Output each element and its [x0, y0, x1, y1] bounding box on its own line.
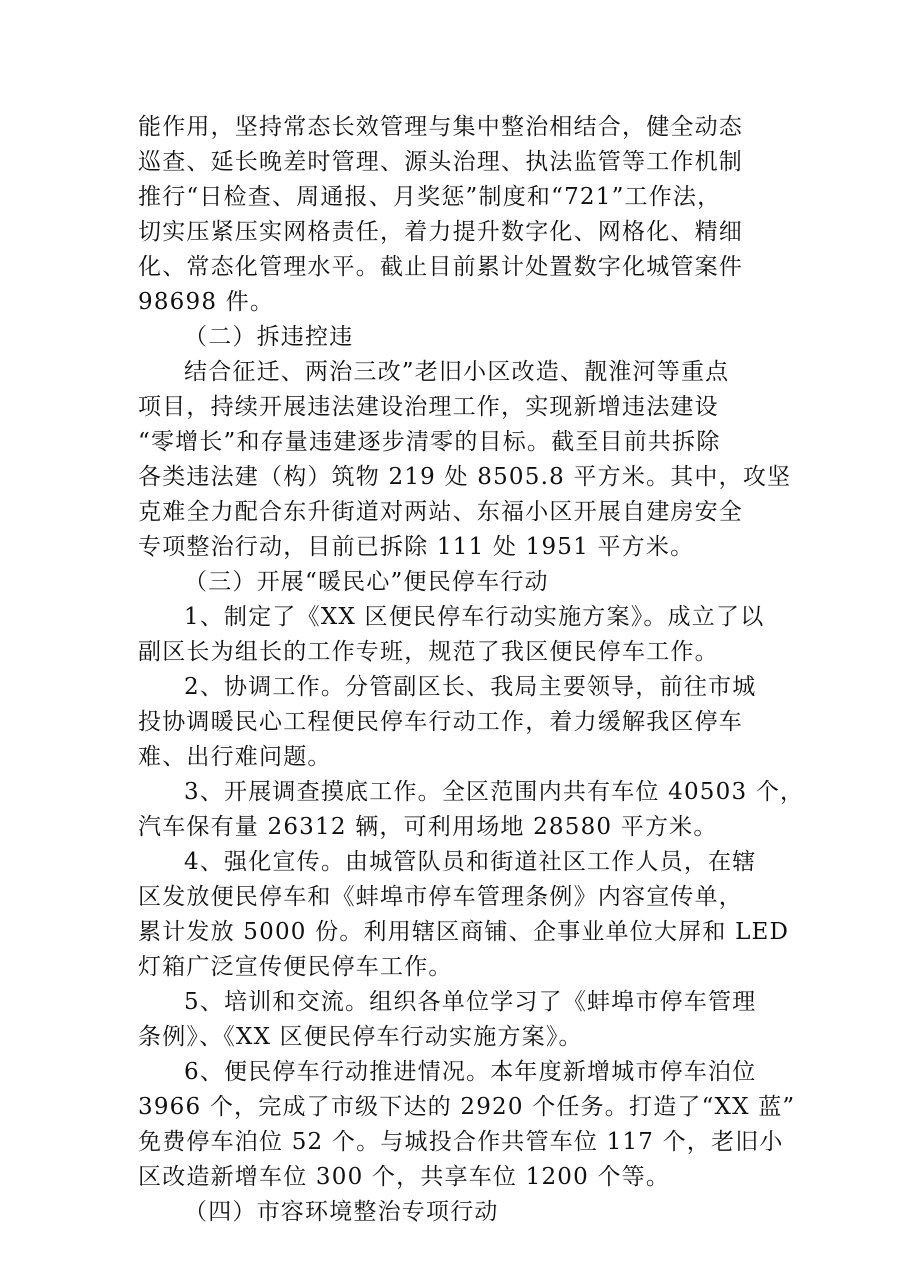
- paragraph-line: 5、培训和交流。组织各单位学习了《蚌埠市停车管理: [184, 989, 757, 1015]
- section-heading: （二）拆违控违: [184, 324, 354, 350]
- paragraph-line: 累计发放 5000 份。利用辖区商铺、企事业单位大屏和 LED: [138, 919, 790, 945]
- paragraph-line: 区改造新增车位 300 个，共享车位 1200 个等。: [138, 1164, 671, 1190]
- paragraph-line: 各类违法建（构）筑物 219 处 8505.8 平方米。其中，攻坚: [138, 464, 792, 490]
- paragraph-line: 副区长为组长的工作专班，规范了我区便民停车工作。: [138, 639, 719, 665]
- paragraph-line: 结合征迁、两治三改”老旧小区改造、靓淮河等重点: [184, 359, 730, 385]
- paragraph-line: 3966 个，完成了市级下达的 2920 个任务。打造了“XX 蓝”: [138, 1094, 796, 1120]
- document-body: [138, 110, 805, 1230]
- paragraph-line: 1、制定了《XX 区便民停车行动实施方案》。成立了以: [184, 604, 765, 630]
- section-heading: （四）市容环境整治专项行动: [184, 1199, 499, 1225]
- paragraph-line: 2、协调工作。分管副区长、我局主要领导，前往市城: [184, 674, 757, 700]
- paragraph-line: 化、常态化管理水平。截止目前累计处置数字化城管案件: [138, 254, 743, 280]
- paragraph-line: 3、开展调查摸底工作。全区范围内共有车位 40503 个，: [184, 779, 805, 805]
- paragraph-line: 克难全力配合东升街道对两站、东福小区开展自建房安全: [138, 499, 743, 525]
- paragraph-line: 灯箱广泛宣传便民停车工作。: [138, 954, 453, 980]
- paragraph-line: 汽车保有量 26312 辆，可利用场地 28580 平方米。: [138, 814, 718, 840]
- paragraph-line: 条例》、《XX 区便民停车行动实施方案》。: [138, 1024, 583, 1050]
- paragraph-line: 免费停车泊位 52 个。与城投合作共管车位 117 个，老旧小: [138, 1129, 784, 1155]
- paragraph-line: 4、强化宣传。由城管队员和街道社区工作人员，在辖: [184, 849, 757, 875]
- paragraph-line: 项目，持续开展违法建设治理工作，实现新增违法建设: [138, 394, 719, 420]
- paragraph-line: 6、便民停车行动推进情况。本年度新增城市停车泊位: [184, 1059, 757, 1085]
- section-heading: （三）开展“暖民心”便民停车行动: [184, 569, 549, 595]
- paragraph-line: 投协调暖民心工程便民停车行动工作，着力缓解我区停车: [138, 709, 743, 735]
- paragraph-line: 巡查、延长晚差时管理、源头治理、执法监管等工作机制: [138, 149, 743, 175]
- paragraph-line: 专项整治行动，目前已拆除 111 处 1951 平方米。: [138, 534, 695, 560]
- paragraph-line: 难、出行难问题。: [138, 744, 332, 770]
- paragraph-line: 切实压紧压实网格责任，着力提升数字化、网格化、精细: [138, 219, 743, 245]
- paragraph-line: 能作用，坚持常态长效管理与集中整治相结合，健全动态: [138, 114, 743, 140]
- paragraph-line: 推行“日检查、周通报、月奖惩”制度和“721”工作法，: [138, 184, 722, 210]
- paragraph-line: 98698 件。: [138, 289, 275, 315]
- paragraph-line: “零增长”和存量违建逐步清零的目标。截至目前共拆除: [138, 429, 721, 455]
- paragraph-line: 区发放便民停车和《蚌埠市停车管理条例》内容宣传单，: [138, 884, 743, 910]
